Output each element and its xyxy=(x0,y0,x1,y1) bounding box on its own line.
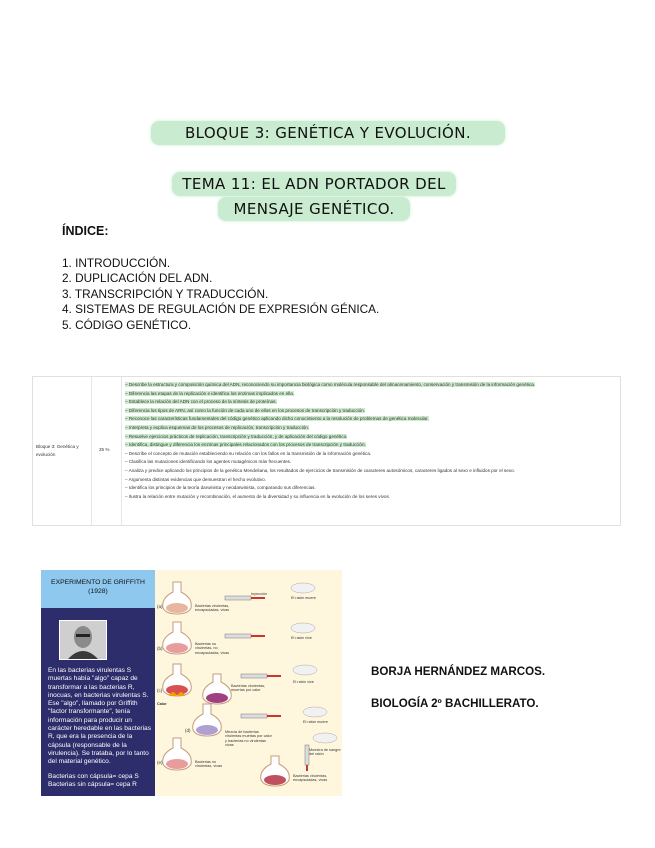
criteria-item-text: – Describe el concepto de mutación estableciendo su relación con los fallos en la transmisión de la información genética. xyxy=(125,450,372,456)
index-item: 2. DUPLICACIÓN DEL ADN. xyxy=(62,271,213,286)
criteria-item xyxy=(125,433,615,442)
flask-e2-label: Bacterias virulentas, encapsuladas, vivas xyxy=(293,774,328,783)
mouse-b-icon xyxy=(291,623,315,633)
criteria-item-text: – Ilustra la relación entre mutación y recombinación, el aumento de la diversidad y su influencia en la evolución de los seres vivos. xyxy=(125,493,391,499)
criteria-item-text: – Interpreta y explica esquemas de los procesos de replicación, transcripción y traducción. xyxy=(125,424,310,430)
heat-label: Calor xyxy=(157,702,167,706)
topic-title-line2: MENSAJE GENÉTICO. xyxy=(218,197,410,221)
criteria-item xyxy=(125,381,615,390)
criteria-item xyxy=(125,467,615,476)
flask-b-icon xyxy=(163,622,192,654)
criteria-item xyxy=(125,476,615,485)
flask-d-icon xyxy=(193,704,222,736)
griffith-explanation: En las bacterias virulentas S muertas había "algo" capaz de transformar a las bacterias R, inocuas, en bacterias virulentas S. Ese "algo", llamado por Griffith "factor transformante", tenía información para producir un carácter heredable en las bacterias R, que era la presencia de la cápsula (responsable de la virulencia). Se trataba, por lo tanto del material genético. xyxy=(48,667,151,766)
criteria-item xyxy=(125,424,615,433)
index-item: 4. SISTEMAS DE REGULACIÓN DE EXPRESIÓN GÉNICA. xyxy=(62,302,380,317)
flask-b-label: Bacterias no virulentas, no encapsuladas, vivas xyxy=(195,642,230,655)
criteria-item xyxy=(125,493,615,502)
index-item: 3. TRANSCRIPCIÓN Y TRADUCCIÓN. xyxy=(62,286,269,301)
row-b-label: (b) xyxy=(157,646,163,651)
mouse-b-result: El ratón vive xyxy=(291,636,312,640)
mouse-a-icon xyxy=(291,583,315,593)
index-list xyxy=(62,256,379,333)
block-label: Bloque 3: Genética y evolución xyxy=(36,444,79,457)
flask-c-label: Bacterias virulentas, muertas por calor xyxy=(231,684,266,693)
criteria-item-text: – Identifica los principios de la teoría darwinista y neodarwinista, comparando sus diferencias. xyxy=(125,485,316,491)
evaluation-criteria-table xyxy=(32,376,621,526)
index-heading: ÍNDICE: xyxy=(62,224,109,238)
criteria-item xyxy=(125,450,615,459)
row-a-label: (a) xyxy=(157,604,163,609)
course-name: BIOLOGÍA 2º BACHILLERATO. xyxy=(371,697,539,710)
blood-sample-label: Muestra de sangre del ratón xyxy=(309,748,341,757)
griffith-portrait xyxy=(59,620,107,660)
flask-d-label: Mezcla de bacterias virulentas muertas por calor y bacterias no virulentas vivas xyxy=(225,730,272,748)
syringe-b-icon xyxy=(225,634,265,638)
flask-a-label: Bacterias virulentas, encapsuladas, vivas xyxy=(195,604,230,613)
block-cell xyxy=(33,377,92,525)
criteria-item xyxy=(125,458,615,467)
griffith-year: (1928) xyxy=(88,588,108,595)
criteria-item xyxy=(125,415,615,424)
weight-cell xyxy=(91,377,122,525)
mouse-d-result: El ratón muere xyxy=(303,720,328,724)
griffith-title: EXPERIMENTO DE GRIFFITH xyxy=(51,579,145,586)
flask-e-label: Bacterias no virulentas, vivas xyxy=(195,760,223,769)
flask-c2-icon xyxy=(203,674,232,704)
criteria-item-text: – Establece la relación del ADN con el proceso de la síntesis de proteínas. xyxy=(125,399,277,405)
griffith-experiment-figure xyxy=(41,570,342,796)
syringe-d-icon xyxy=(241,714,281,718)
griffith-strains xyxy=(48,773,154,790)
griffith-diagram-svg xyxy=(155,570,342,796)
criteria-list xyxy=(125,381,615,501)
mouse-d-icon xyxy=(303,707,327,717)
author-name: BORJA HERNÁNDEZ MARCOS. xyxy=(371,665,546,678)
flask-a-icon xyxy=(163,582,192,614)
injection-label: Inyección xyxy=(251,592,268,596)
index-item: 5. CÓDIGO GENÉTICO. xyxy=(62,317,192,332)
syringe-a-icon xyxy=(225,596,265,600)
criteria-item-text: – Clasifica las mutaciones identificando los agentes mutagénicos más frecuentes. xyxy=(125,459,292,465)
strain-s-label: Bacterias con cápsula= cepa S xyxy=(48,773,139,780)
mouse-a-result: El ratón muere xyxy=(291,596,316,600)
criteria-item-text: – Identifica, distingue y diferencia los enzimas principales relacionados con los procesos de transcripción y traducción. xyxy=(125,442,366,448)
mouse-c-icon xyxy=(293,665,317,675)
weight-label: 25 % xyxy=(99,447,110,452)
topic-title-line1: TEMA 11: EL ADN PORTADOR DEL xyxy=(172,172,456,196)
mouse-c-result: El ratón vive xyxy=(293,680,314,684)
mouse-e-icon xyxy=(313,733,337,743)
criteria-item-text: – Diferencia los tipos de ARN, así como la función de cada uno de ellos en los procesos de transcripción y traducción. xyxy=(125,407,366,413)
index-item: 1. INTRODUCCIÓN. xyxy=(62,256,171,270)
criteria-item xyxy=(125,398,615,407)
syringe-c-icon xyxy=(241,674,281,678)
document-title: BLOQUE 3: GENÉTICA Y EVOLUCIÓN. xyxy=(151,121,505,145)
criteria-item xyxy=(125,390,615,399)
criteria-item-text: – Analiza y predice aplicando los principios de la genética Mendeliana, los resultados de ejercicios de transmisión de caracteres autosómicos, caracteres ligados al sexo e influidos por el sexo. xyxy=(125,467,515,473)
criteria-item-text: – Diferencia las etapas de la replicación e identifica los enzimas implicados en ella. xyxy=(125,390,295,396)
flask-e2-icon xyxy=(261,756,290,786)
criteria-item xyxy=(125,484,615,493)
criteria-item-text: – Argumenta distintas evidencias que demuestran el hecho evolutivo. xyxy=(125,476,266,482)
strain-r-label: Bacterias sin cápsula= cepa R xyxy=(48,781,137,789)
flask-e-icon xyxy=(163,738,192,770)
row-d-label: (d) xyxy=(185,728,191,733)
griffith-diagram xyxy=(155,570,342,796)
criteria-item-text: – Resuelve ejercicios prácticos de replicación, transcripción y traducción, y de aplicación del código genético. xyxy=(125,433,348,439)
row-c-label: (c) xyxy=(157,688,163,693)
criteria-item xyxy=(125,407,615,416)
flask-c-icon xyxy=(163,664,192,696)
criteria-item-text: – Describe la estructura y composición química del ADN, reconociendo su importancia biológica como molécula responsable del almacenamiento, conservación y transmisión de la información genética. xyxy=(125,382,536,387)
criteria-item-text: – Reconoce las características fundamentales del código genético aplicando dicho conocimiento a la resolución de problemas de genética molecular. xyxy=(125,416,429,422)
criteria-item xyxy=(125,441,615,450)
griffith-header xyxy=(41,570,155,608)
row-e-label: (e) xyxy=(157,760,163,765)
